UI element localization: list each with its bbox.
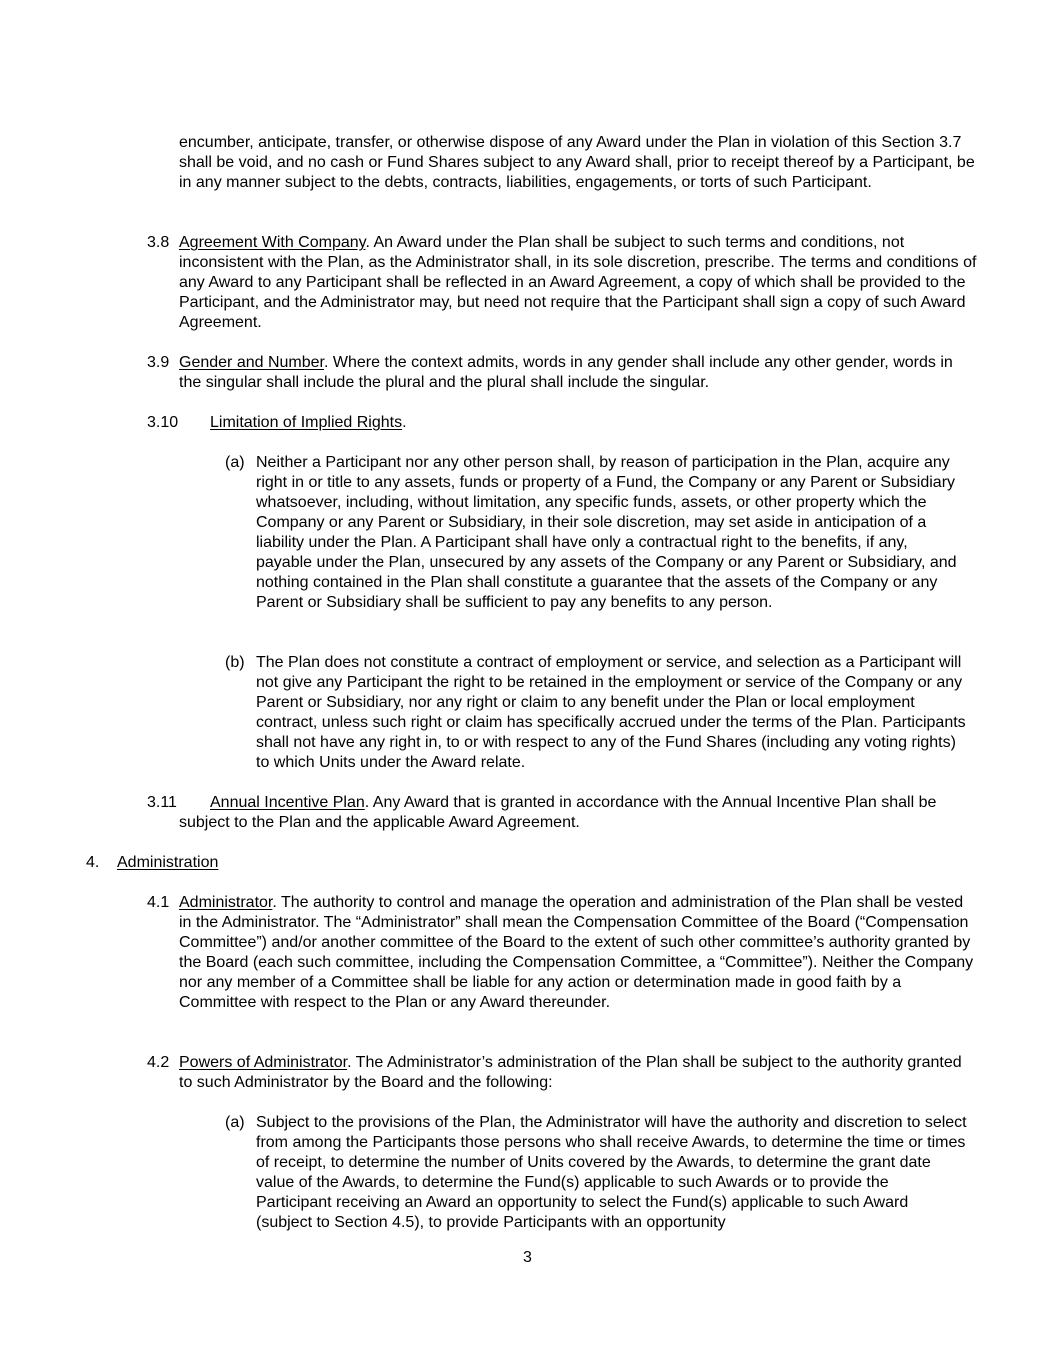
section-body: [179, 793, 969, 833]
section-text: . Any Award that is granted in accordance with the Annual Incentive Plan shall be subject to the Plan and the applicable Award Agreement.: [179, 794, 937, 831]
section-text: . The authority to control and manage the operation and administration of the Plan shall be vested in the Administrator. The “Administrator” shall mean the Compensation Committee of the Board (“Compensation Committee”) and/or another committee of the Board to the extent of such other committee’s authority granted by the Board (each such committee, including the Compensation Committee, a “Committee”). Neither the Company nor any member of a Committee shall be liable for any action or determination made in good faith by a Committee with respect to the Plan or any Award thereunder.: [179, 894, 974, 1011]
section-heading: Administrator: [179, 894, 273, 911]
section-text: . The Administrator’s administration of the Plan shall be subject to the authority granted to such Administrator by the Board and the following:: [179, 1054, 962, 1091]
section-number: 4.1: [147, 894, 170, 911]
section-text: . Where the context admits, words in any gender shall include any other gender, words in the singular shall include the plural and the plural shall include the singular.: [179, 354, 953, 391]
section-body: [179, 1053, 979, 1093]
section-body: [179, 353, 979, 393]
subsection-label: (a): [225, 1114, 245, 1131]
subsection-text: The Plan does not constitute a contract of employment or service, and selection as a Participant will not give any Participant the right to be retained in the employment or service of the Company or any Parent or Subsidiary, nor any right or claim to any benefit under the Plan or local employment contract, unless such right or claim has specifically accrued under the terms of the Plan. Participants shall not have any right in, to or with respect to any of the Fund Shares (including any voting rights) to which Units under the Award relate.: [256, 654, 966, 771]
section-number: 4.2: [147, 1054, 170, 1071]
section-heading: Limitation of Implied Rights: [210, 414, 403, 431]
section-number: 4.: [86, 854, 100, 871]
section-heading: Powers of Administrator: [179, 1054, 348, 1071]
section-body: [179, 893, 979, 1013]
section-heading: Agreement With Company: [179, 234, 366, 251]
section-number: 3.9: [147, 354, 170, 371]
section-number: 3.11: [147, 794, 177, 811]
subsection-text: Subject to the provisions of the Plan, the Administrator will have the authority and discretion to select from among the Participants those persons who shall receive Awards, to determine the time or times of receipt, to determine the number of Units covered by the Awards, to determine the grant date value of the Awards, to determine the Fund(s) applicable to such Awards or to provide the Participant receiving an Award an opportunity to select the Fund(s) applicable to such Award (subject to Section 4.5), to provide Participants with an opportunity: [256, 1114, 967, 1231]
page-number: 3: [523, 1249, 532, 1266]
section-body: [210, 413, 970, 433]
subsection-label: (b): [225, 654, 245, 671]
section-text: .: [402, 414, 407, 431]
section-3-7-continuation: encumber, anticipate, transfer, or otherwise dispose of any Award under the Plan in violation of this Section 3.7 shall be void, and no cash or Fund Shares subject to any Award shall, prior to receipt thereof by a Participant, be in any manner subject to the debts, contracts, liabilities, engagements, or torts of such Participant.: [179, 134, 975, 191]
section-heading: Gender and Number: [179, 354, 324, 371]
section-heading: Annual Incentive Plan: [210, 794, 365, 811]
subsection-label: (a): [225, 454, 245, 471]
section-number: 3.10: [147, 414, 179, 431]
section-heading: Administration: [117, 854, 219, 871]
section-text: . An Award under the Plan shall be subject to such terms and conditions, not inconsistent with the Plan, as the Administrator shall, in its sole discretion, prescribe. The terms and conditions of any Award to any Participant shall be reflected in an Award Agreement, a copy of which shall be provided to the Participant, and the Administrator may, but need not require that the Participant shall sign a copy of such Award Agreement.: [179, 234, 977, 331]
section-body: [179, 233, 979, 333]
subsection-text: Neither a Participant nor any other person shall, by reason of participation in the Plan, acquire any right in or title to any assets, funds or property of a Fund, the Company or any Parent or Subsidiary whatsoever, including, without limitation, any specific funds, assets, or other property which the Company or any Parent or Subsidiary, in their sole discretion, may set aside in anticipation of a liability under the Plan. A Participant shall have only a contractual right to the benefits, if any, payable under the Plan, unsecured by any assets of the Company or any Parent or Subsidiary, and nothing contained in the Plan shall constitute a guarantee that the assets of the Company or any Parent or Subsidiary shall be sufficient to pay any benefits to any person.: [256, 454, 957, 611]
section-number: 3.8: [147, 234, 170, 251]
